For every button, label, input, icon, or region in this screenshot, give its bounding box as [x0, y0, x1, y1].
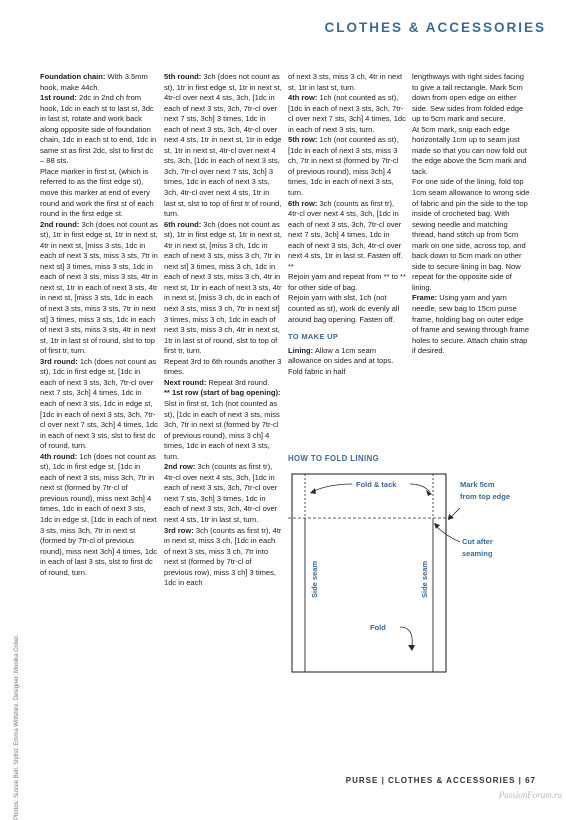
- instruction-paragraph: [288, 135, 406, 198]
- instruction-paragraph: [40, 220, 158, 357]
- instruction-paragraph: [288, 293, 406, 325]
- instruction-label: Lining:: [288, 345, 314, 355]
- text-column-4: [412, 72, 530, 357]
- instruction-paragraph: [164, 220, 282, 357]
- instruction-paragraph: [40, 93, 158, 167]
- instruction-label: Frame:: [412, 293, 438, 303]
- fold-tack-arrowhead-left: [310, 488, 316, 494]
- instruction-label: Foundation chain:: [40, 72, 106, 81]
- fold-arrow: [400, 627, 412, 646]
- footer: [0, 770, 566, 800]
- instruction-label: 2nd row:: [164, 462, 196, 472]
- instruction-text: Allow a 1cm seam allowance on sides and at tops. Fold fabric in half: [288, 345, 394, 376]
- instruction-paragraph: [164, 378, 282, 389]
- instruction-text: 3ch (does not count as st), 1tr in first edge st, 1tr in next st, 4tr-cl over next 4 sts, 3ch, [1dc in each of next 3 sts, 3ch, 7tr-cl over next 7 sts, 3ch] 3 times, 1dc in each of next 3 sts, 3ch, 4tr-cl over next 4 sts, 1tr in next st, 1tr in edge st, 1tr in next st, 4tr-cl over next 4 sts, 3ch, [1dc in each of next 3 sts, 3ch, 7tr-cl over next 7 sts, 3ch] 3 times, 1dc in each of next 3 sts, 3ch, 4tr-cl over next 4 sts, 1tr in last st, slst to top of first tr of round, turn.: [164, 72, 282, 219]
- instruction-text: 3ch (does not count as st), 1tr in first edge st, 1tr in next st, 4tr in next st, [miss 3 ch, 1dc in each of next 3 sts, miss 3 ch, 7tr in next st] 3 times, miss 3 ch, 1dc in each of next 3 sts, miss 3 ch, 4tr in next st, 1tr in each of next 3 sts, 4tr in next st, [miss 3 ch, dc in each of next 3 sts, miss 3 ch, 7tr in next st] 3 times, miss 3 ch, 1dc in each of next 3 sts, miss 3 ch, 4tr in next st, 1tr in last st of round, slst to top of first tr, turn.: [164, 219, 282, 356]
- instruction-paragraph: [164, 526, 282, 589]
- instruction-text: 3ch (counts as first tr), 4tr-cl over next 4 sts, 3ch, [1dc in each of next 3 sts, 3ch, 7tr-cl over next 7 sts, 3ch] 4 times, 1dc in each of next 3 sts, 3ch, 4tr-cl over next 4 sts, 1tr in last st. Fasten off. **: [288, 198, 403, 271]
- fold-tack-label: Fold & tack: [356, 480, 397, 489]
- instruction-paragraph: [288, 72, 406, 93]
- instruction-text: 1ch (not counted as st), [1dc in each of next 3 sts, 3ch, 7tr-cl over next 7 sts, 3ch] 4 times, 1dc in each of next 3 sts, turn.: [288, 93, 406, 134]
- instruction-text: 3ch (counts as first tr), 4tr in next st, miss 3 ch, [1dc in each of next 3 sts, miss 3 ch, 7tr into next st (formed by 7tr-cl of previous row), miss 3 ch] 3 times, 1dc in each: [164, 525, 282, 588]
- instruction-label: 4th row:: [288, 93, 318, 103]
- instruction-text: 1ch (does not count as st), 1dc in first edge st, [1dc in each of next 3 sts, miss 3ch, 7tr in next st (formed by 7tr-cl of previous round), miss next 3ch] 4 times, 1dc in each of next 3 sts, 1dc in edge st, [1dc in each of next 3 sts, miss 3ch, 7tr in next st (formed by 7tr-cl of previous round), miss next 3ch] 4 times, 1dc in each of last 3 sts, slst to first dc of round, turn.: [40, 451, 158, 577]
- instruction-text: Rejoin yarn with slst, 1ch (not counted as st), work dc evenly all around bag opening. Fasten off.: [288, 293, 400, 324]
- instruction-text: 1ch (not counted as st), [1dc in each of next 3 sts, miss 3 ch, 7tr in next st (formed by 7tr-cl of previous round), miss 3ch] 4 times, 1dc in each of next 3 sts, turn.: [288, 135, 399, 198]
- instruction-label: 5th round:: [164, 72, 202, 81]
- text-column-2: [164, 72, 282, 589]
- section-title: CLOTHES & ACCESSORIES: [324, 20, 546, 35]
- instruction-paragraph: [412, 125, 530, 178]
- instruction-text: For one side of the lining, fold top 1cm seam allowance to wrong side of fabric and pin the side to the top inside of crocheted bag. With sewing needle and matching thread, hand stitch up from 5cm mark on one side, across top, and back down to 5cm mark on other side to secure lining in bag. Now repeat for the opposite side of lining.: [412, 177, 530, 292]
- fold-tack-arrow-left: [312, 484, 352, 492]
- mark-5cm-label-line1: Mark 5cm: [460, 480, 495, 489]
- instruction-label: ** 1st row (start of bag opening):: [164, 388, 281, 398]
- instruction-text: Place marker in first st, (which is referred to as the first edge st), move this marker at end of every round and work the first st of each round in the first edge st.: [40, 166, 154, 219]
- instruction-label: 5th row:: [288, 135, 318, 145]
- instruction-paragraph: [412, 293, 530, 356]
- instruction-paragraph: [412, 72, 530, 125]
- cut-after-arrow: [436, 526, 460, 542]
- side-seam-right-label: Side seam: [420, 560, 429, 598]
- instruction-label: 1st round:: [40, 93, 77, 103]
- instruction-label: 6th round:: [164, 219, 202, 229]
- text-column-3: [288, 72, 406, 377]
- diagram-title: HOW TO FOLD LINING: [288, 454, 380, 463]
- instruction-paragraph: [288, 272, 406, 293]
- instruction-label: 6th row:: [288, 198, 318, 208]
- instruction-text: of next 3 sts, miss 3 ch, 4tr in next st, 1tr in last st, turn.: [288, 72, 403, 92]
- instruction-text: At 5cm mark, snip each edge horizontally 1cm up to seam just made so that you can now fold out the edge above the 5cm mark and tack.: [412, 124, 527, 176]
- instruction-text: Slst in first st, 1ch (not counted as st), [1dc in each of next 3 sts, miss 3ch, 7tr in next st (formed by 7tr-cl of previous round), miss 3 ch] 4 times, 1dc in each of next 3 sts, turn.: [164, 398, 280, 461]
- instruction-label: 3rd row:: [164, 525, 194, 535]
- instruction-paragraph: [40, 167, 158, 220]
- mark-5cm-label-line2: from top edge: [460, 492, 510, 501]
- instruction-paragraph: [288, 93, 406, 135]
- footer-page-info: PURSE | CLOTHES & ACCESSORIES | 67: [345, 776, 536, 785]
- lining-fold-diagram: [288, 470, 538, 680]
- instruction-text: Repeat 3rd round.: [206, 377, 270, 387]
- fold-label: Fold: [370, 623, 386, 632]
- instruction-paragraph: [164, 388, 282, 462]
- instruction-text: Repeat 3rd to 6th rounds another 3 times.: [164, 356, 282, 377]
- text-column-1: [40, 72, 158, 578]
- instruction-text: 3ch (counts as first tr), 4tr-cl over next 4 sts, 3ch, [1dc in each of next 3 sts, 3ch, 7tr-cl over next 7 sts, 3ch] 3 times, 1dc in each of next 3 sts, 3ch, 4tr-cl over next 4 sts, 1tr in last st, turn.: [164, 462, 278, 524]
- instruction-text: 1ch (does not count as st), 1dc in first edge st, [1dc in each of next 3 sts, 3ch, 7tr-cl over next 7 sts, 3ch] 4 times, 1dc in each of next 3 sts, 1dc in edge st, [1dc in each of next 3 sts, 3ch, 7tr-cl over next 7 sts, 3ch] 4 times, 1dc in each of next 3 sts, slst to first dc of round, turn.: [40, 356, 158, 451]
- cut-after-label-line1: Cut after: [462, 537, 493, 546]
- instruction-text: 3ch (does not count as st), 1tr in first edge st, 1tr in next st, 4tr in next st, [miss 3 sts, 1dc in each of next 3 sts, miss 3 sts, 7tr in next st] 3 times, miss 3 sts, 1dc in each of next 3 sts, miss 3 sts, 4tr in next st, 1tr in each of next 3 sts, 4tr in next st, [miss 3 sts, 1dc in each of next 3 sts, miss 3 sts, 7tr in next st] 3 times, miss 3 sts, 1dc in each of next 3 sts, miss 3 sts, 4tr in next st, 1tr in last st of round, slst to top of first tr, turn.: [40, 219, 158, 356]
- instruction-paragraph: [164, 357, 282, 378]
- instruction-label: 2nd round:: [40, 219, 80, 229]
- instruction-text: Using yarn and yarn needle, sew bag to 15cm purse frame, holding bag on outer edge of frame and sewing through frame holes to secure. Attach chain strap if desired.: [412, 293, 530, 356]
- cut-after-label-line2: seaming: [462, 549, 493, 558]
- fold-arrowhead: [408, 645, 415, 651]
- instruction-text: Rejoin yarn and repeat from ** to ** for other side of bag.: [288, 272, 406, 292]
- instruction-label: 4th round:: [40, 451, 78, 461]
- instruction-label: 3rd round:: [40, 356, 78, 366]
- photo-credits: Photos: Sussie Bell. Stylist: Emma Wiltshire. Designer: Monika Cobel.: [14, 634, 20, 820]
- instruction-text: lengthways with right sides facing to give a tall rectangle. Mark 5cm down from open edge on either side. Sew sides from folded edge up to 5cm mark and secure.: [412, 72, 525, 124]
- instruction-paragraph: [288, 346, 406, 378]
- section-heading: TO MAKE UP: [288, 332, 339, 342]
- side-seam-left-label: Side seam: [310, 560, 319, 598]
- instruction-paragraph: [164, 72, 282, 220]
- instruction-paragraph: [164, 462, 282, 525]
- instruction-label: Next round:: [164, 377, 207, 387]
- cut-after-arrowhead: [434, 523, 440, 529]
- instruction-paragraph: [40, 357, 158, 452]
- instruction-paragraph: [412, 177, 530, 293]
- instruction-text: With 3.5mm hook, make 44ch.: [40, 72, 148, 92]
- instruction-paragraph: [40, 72, 158, 93]
- header: [0, 0, 566, 42]
- instruction-paragraph: [40, 452, 158, 579]
- watermark: PassionForum.ru: [498, 790, 562, 800]
- instruction-paragraph: [288, 199, 406, 273]
- instruction-text: 2dc in 2nd ch from hook, 1dc in each st to last st, 3dc in last st, rotate and work back along opposite side of foundation chain, 1dc in each st to end, 1dc in same st as first 2dc, slst to first dc – 88 sts.: [40, 93, 157, 166]
